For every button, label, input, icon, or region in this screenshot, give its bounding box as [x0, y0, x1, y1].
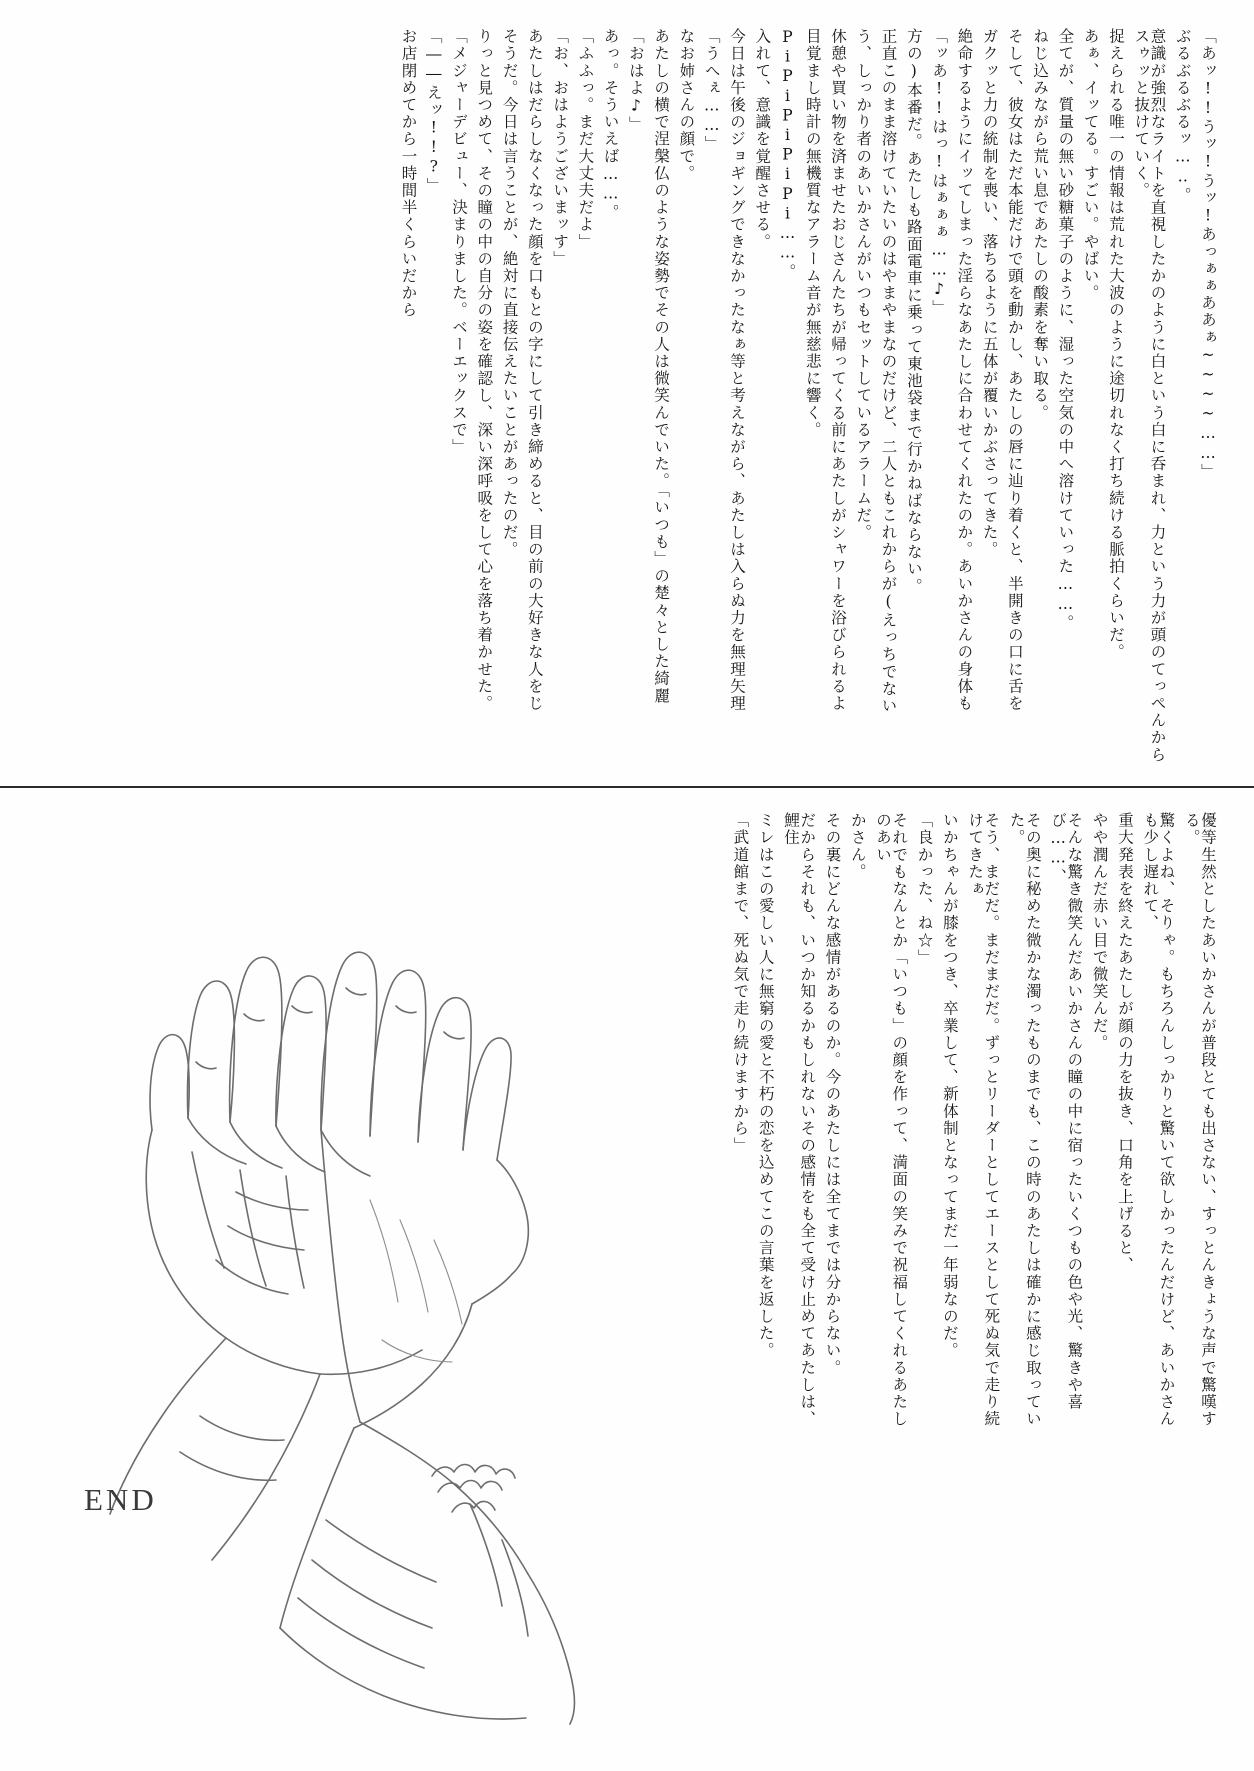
top-text-column: 「お、おはようございまッす」: [551, 28, 570, 268]
bottom-text-column: 「良かった、ね☆」: [915, 812, 934, 966]
bottom-text-column: 重大発表を終えたあたしが顔の力を抜き、口角を上げると、: [1115, 812, 1134, 1274]
top-text-column: あぁ、イッてる。すごい。やばい。: [1081, 28, 1100, 302]
top-text-column: 入れて、意識を覚醒させる。: [753, 28, 772, 251]
end-label: END: [84, 1482, 157, 1517]
top-text-column: 「あッ!!うッ!うッ!あっぁぁああぁ~~~~……」: [1199, 28, 1217, 481]
top-text-column: 捉えられる唯一の情報は荒れた大波のように途切れなく打ち続ける脈拍くらいだ。: [1106, 28, 1125, 661]
hands-illustration: [40, 800, 650, 1750]
top-text-column: 「ッあ!!はっ!はぁぁぁ……♪」: [930, 28, 949, 317]
top-text-column: あたしはだらしなくなった顔を口もとの字にして引き締めると、目の前の大好きな人をじ: [525, 28, 544, 712]
bottom-text-column: その奥に秘めた微かな濁ったものまでも、この時のあたしは確かに感じ取っていた。: [1007, 812, 1042, 1428]
top-text-column: 正直このまま溶けていたいのはやまやまなのだけど、二人ともこれからが(えっちでない: [879, 28, 898, 715]
bottom-text-column: いかちゃんが膝をつき、卒業して、新体制となってまだ一年弱なのだ。: [940, 812, 959, 1360]
top-text-column: 絶命するようにイッてしまった淫らなあたしに合わせてくれたのか。あいかさんの身体も: [955, 28, 974, 712]
panel-divider: [0, 786, 1254, 788]
top-text-column: なお姉さんの顔で。: [677, 28, 696, 182]
bottom-text-column: そんな驚き微笑んだあいかさんの瞳の中に宿ったいくつもの色や光、驚きや喜び……、: [1049, 812, 1084, 1411]
bottom-text-column: やや潤んだ赤い目で微笑んだ。: [1090, 812, 1109, 1052]
top-text-block: [36, 28, 1216, 768]
top-text-column: 「ふふっ。まだ大丈夫だよ」: [576, 28, 595, 251]
top-text-column: そして、彼女はただ本能だけで頭を動かし、あたしの唇に辿り着くと、半開きの口に舌を: [1005, 28, 1024, 712]
bottom-text-column: だからそれも、いつか知るかもしれないその感情をも全て受け止めてあたしは、鯉住: [781, 812, 817, 1428]
top-text-column: 「おはよ♪」: [626, 28, 645, 134]
top-text-column: お店閉めてから一時間半くらいだから: [399, 28, 418, 319]
top-text-column: 目覚まし時計の無機質なアラーム音が無慈悲に響く。: [803, 28, 822, 439]
top-text-column: 全てが、質量の無い砂糖菓子のように、湿った空気の中へ溶けていった……。: [1056, 28, 1075, 632]
top-text-column: 休憩や買い物を済ませたおじさんたちが帰ってくる前にあたしがシャワーを浴びられるよ: [829, 28, 848, 712]
top-text-column: あたしの横で涅槃仏のような姿勢でその人は微笑んでいた。「いつも」の楚々とした綺麗: [652, 28, 671, 705]
top-text-column: う、しっかり者のあいかさんがいつもセットしているアラームだ。: [854, 28, 873, 541]
bottom-text-column: 「武道館まで、死ぬ気で走り続けますから」: [731, 812, 750, 1154]
top-text-column: ねじ込みながら荒い息であたしの酸素を奪い取る。: [1031, 28, 1050, 422]
top-text-column: 意識が強烈なライトを直視したかのように白という白に呑まれ、力という力が頭のてっぺんからスゥッと抜けていく。: [1132, 28, 1167, 764]
bottom-text-block: [576, 812, 1216, 1432]
top-text-column: そうだ。今日は言うことが、絶対に直接伝えたいことがあったのだ。: [500, 28, 519, 559]
top-text-column: 「うへぇ……」: [702, 28, 721, 153]
top-text-column: 「――えッ!!?」: [424, 28, 443, 195]
bottom-text-column: そう、まだだ。まだまだだ。ずっとリーダーとしてエースとして死ぬ気で走り続けてきたぁ: [966, 812, 1001, 1428]
top-text-column: 方の)本番だ。あたしも路面電車に乗って東池袋まで行かねばならない。: [904, 28, 923, 595]
bottom-text-column: 優等生然としたあいかさんが普段とても出さない、すっとんきょうな声で驚嘆する。: [1182, 812, 1217, 1428]
top-text-column: PiPiPiPiPi……。: [778, 28, 797, 281]
bottom-text-column: それでもなんとか「いつも」の顔を作って、満面の笑みで祝福してくれるあたしのあい: [874, 812, 909, 1428]
top-text-column: ぶるぶるぶるッ…‥。: [1173, 28, 1192, 204]
top-text-column: あっ。そういえば……。: [601, 28, 620, 222]
bottom-text-column: 驚くよね、そりゃ。もちろんしっかりと驚いて欲しかったんだけど、あいかさんも少し遅れて、: [1141, 812, 1176, 1428]
top-text-column: 「メジャーデビュー、決まりました。ベーエックスで」: [450, 28, 469, 456]
top-text-column: ガクッと力の統制を喪い、落ちるように五体が覆いかぶさってきた。: [980, 28, 999, 559]
top-text-column: りっと見つめて、その瞳の中の自分の姿を確認し、深い深呼吸をして心を落ち着かせた。: [475, 28, 494, 712]
top-text-column: 今日は午後のジョギングできなかったなぁ等と考えながら、あたしは入らぬ力を無理矢理: [727, 28, 746, 712]
bottom-text-column: その裏にどんな感情があるのか。今のあたしには全てまでは分からない。: [823, 812, 842, 1377]
bottom-text-column: かさん。: [848, 812, 867, 881]
bottom-text-column: ミレはこの愛しい人に無窮の愛と不朽の恋を込めてこの言葉を返した。: [756, 812, 775, 1360]
